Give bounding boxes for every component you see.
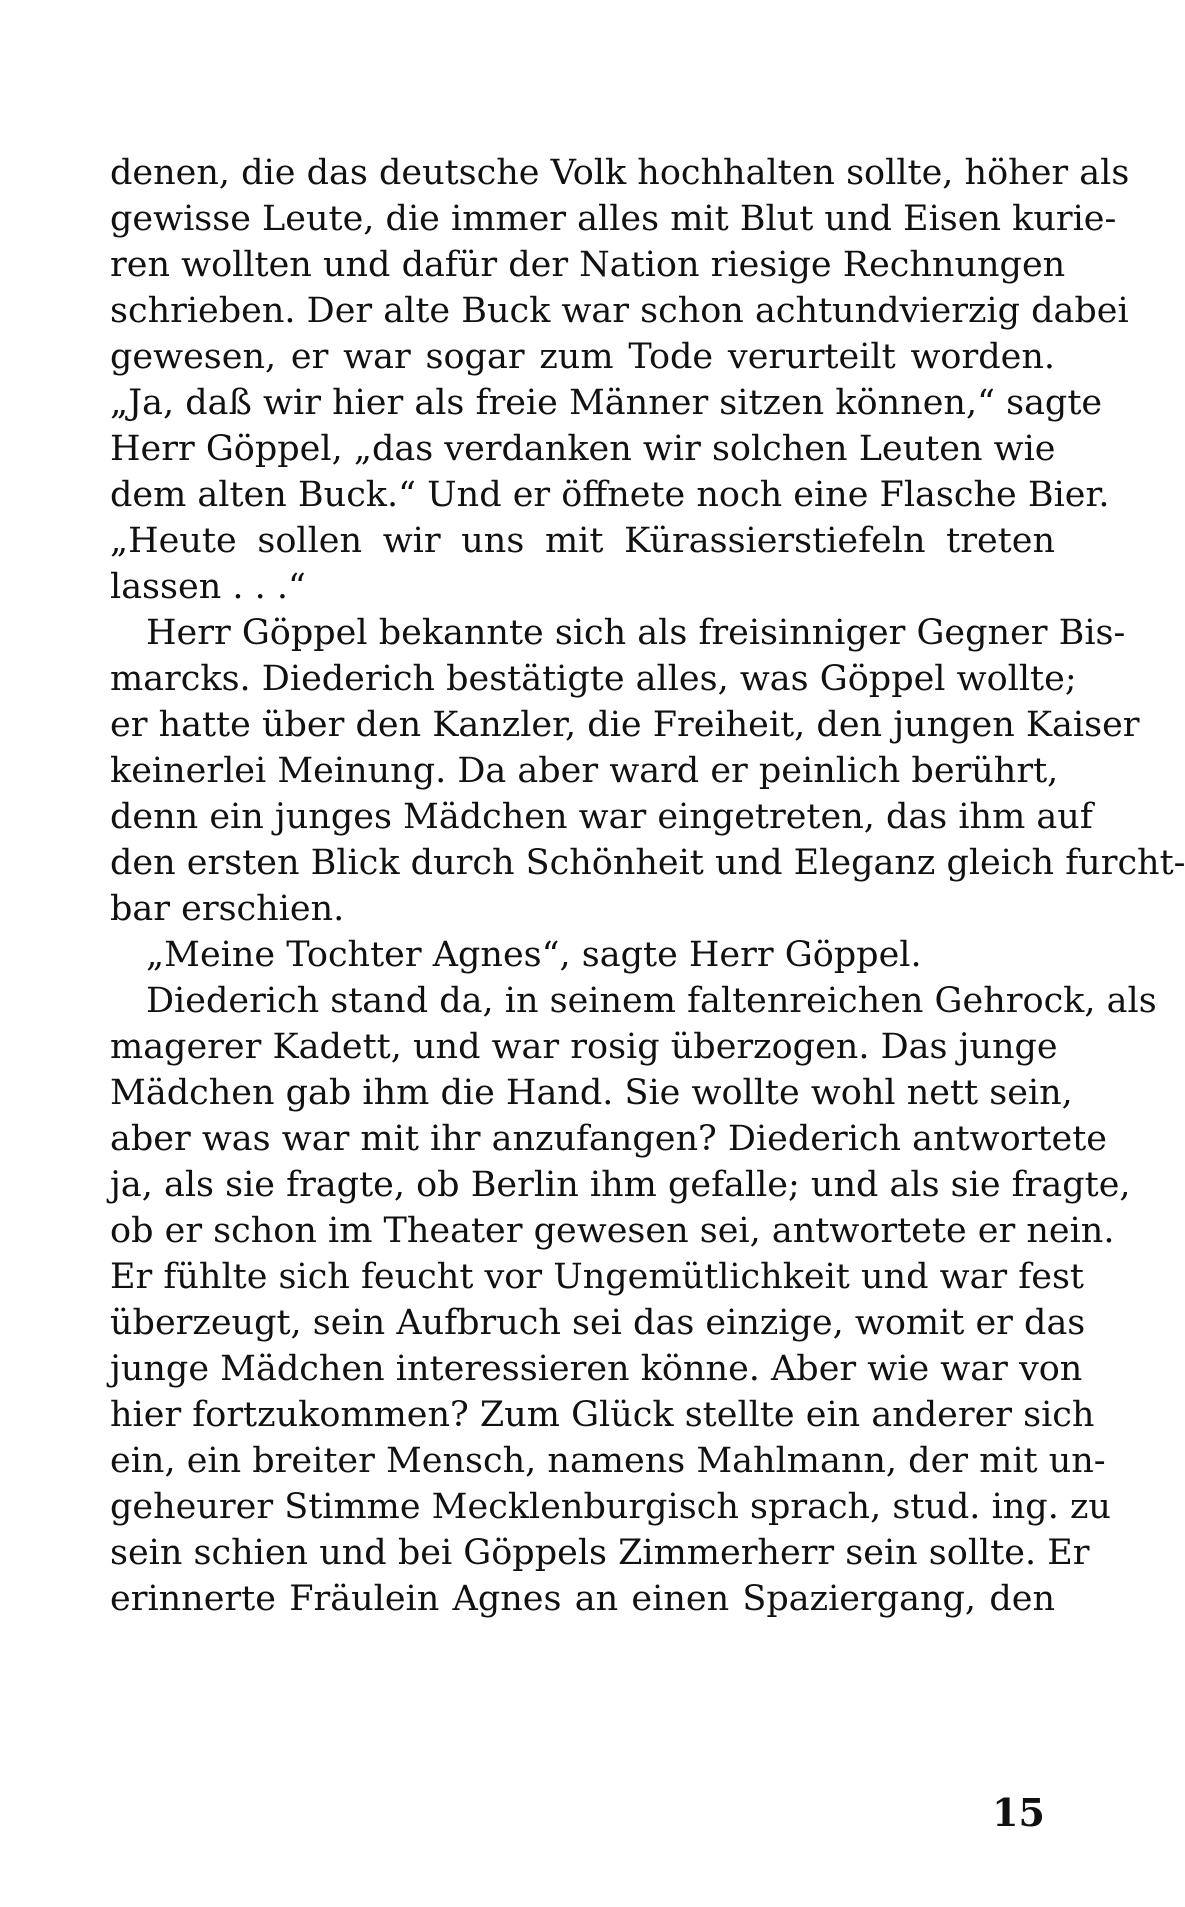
text-line: denn ein junges Mädchen war eingetreten, das ihm auf xyxy=(110,797,1093,837)
text-line: geheurer Stimme Mecklenburgisch sprach, stud. ing. zu xyxy=(110,1487,1111,1527)
text-line: marcks. Diederich bestätigte alles, was Göppel wollte; xyxy=(110,659,1077,699)
text-line: ja, als sie fragte, ob Berlin ihm gefalle; und als sie fragte, xyxy=(110,1165,1131,1205)
text-line: aber was war mit ihr anzufangen? Diederich antwortete xyxy=(110,1119,1107,1159)
text-line: ein, ein breiter Mensch, namens Mahlmann, der mit un- xyxy=(110,1441,1106,1481)
text-line: er hatte über den Kanzler, die Freiheit, den jungen Kaiser xyxy=(110,705,1140,745)
text-line: Er fühlte sich feucht vor Ungemütlichkeit und war fest xyxy=(110,1257,1084,1297)
text-line: erinnerte Fräulein Agnes an einen Spaziergang, den xyxy=(110,1579,1055,1619)
text-line: sein schien und bei Göppels Zimmerherr sein sollte. Er xyxy=(110,1533,1090,1573)
text-line: „Heute sollen wir uns mit Kürassierstiefeln treten xyxy=(110,521,1055,561)
text-line: den ersten Blick durch Schönheit und Eleganz gleich furcht- xyxy=(110,843,1185,883)
text-line: Mädchen gab ihm die Hand. Sie wollte wohl nett sein, xyxy=(110,1073,1073,1113)
text-line: dem alten Buck.“ Und er öffnete noch eine Flasche Bier. xyxy=(110,475,1110,515)
body-text xyxy=(110,150,1185,1622)
page-number: 15 xyxy=(992,1790,1045,1835)
text-line: ob er schon im Theater gewesen sei, antwortete er nein. xyxy=(110,1211,1115,1251)
text-line: bar erschien. xyxy=(110,889,345,929)
text-line: gewesen, er war sogar zum Tode verurteilt worden. xyxy=(110,337,1055,377)
text-line: hier fortzukommen? Zum Glück stellte ein anderer sich xyxy=(110,1395,1095,1435)
text-line: keinerlei Meinung. Da aber ward er peinlich berührt, xyxy=(110,751,1059,791)
text-line: überzeugt, sein Aufbruch sei das einzige, womit er das xyxy=(110,1303,1086,1343)
text-line: ren wollten und dafür der Nation riesige Rechnungen xyxy=(110,245,1066,285)
text-line: „Ja, daß wir hier als freie Männer sitzen können,“ sagte xyxy=(110,383,1103,423)
text-line: Herr Göppel bekannte sich als freisinniger Gegner Bis- xyxy=(146,613,1126,653)
text-line: „Meine Tochter Agnes“, sagte Herr Göppel. xyxy=(146,935,922,975)
text-line: gewisse Leute, die immer alles mit Blut und Eisen kurie- xyxy=(110,199,1117,239)
text-line: Herr Göppel, „das verdanken wir solchen Leuten wie xyxy=(110,429,1056,469)
text-line: denen, die das deutsche Volk hochhalten sollte, höher als xyxy=(110,153,1130,193)
text-line: magerer Kadett, und war rosig überzogen. Das junge xyxy=(110,1027,1058,1067)
text-line: Diederich stand da, in seinem faltenreichen Gehrock, als xyxy=(146,981,1157,1021)
text-line: schrieben. Der alte Buck war schon achtundvierzig dabei xyxy=(110,291,1129,331)
text-line: lassen . . .“ xyxy=(110,567,306,607)
text-line: junge Mädchen interessieren könne. Aber wie war von xyxy=(110,1349,1083,1389)
